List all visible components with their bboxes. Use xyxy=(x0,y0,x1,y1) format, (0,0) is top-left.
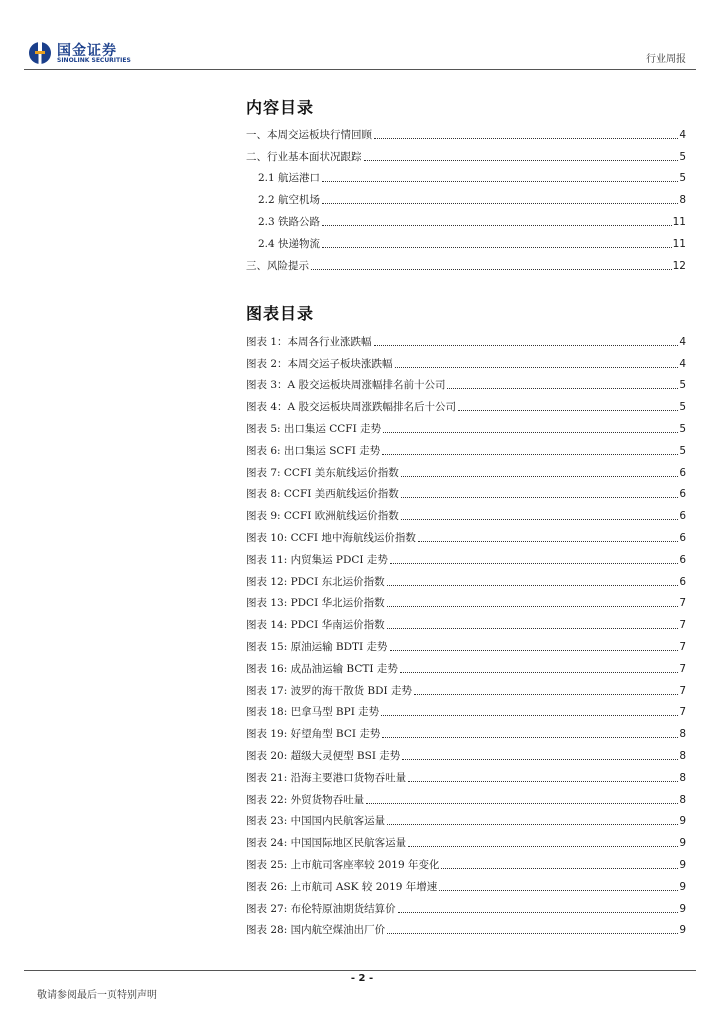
dot-leader xyxy=(387,585,679,586)
figure-entry-label: 图表 27: 布伦特原油期货结算价 xyxy=(246,902,396,915)
figure-entry-label: 图表 26: 上市航司 ASK 较 2019 年增速 xyxy=(246,880,438,893)
figure-entry-label: 图表 5: 出口集运 CCFI 走势 xyxy=(246,422,382,435)
figure-entry-page: 6 xyxy=(679,531,686,544)
contents-entry-page: 4 xyxy=(679,128,686,141)
figure-entry-label: 图表 7: CCFI 美东航线运价指数 xyxy=(246,466,399,479)
figure-entry-page: 6 xyxy=(679,575,686,588)
figure-entry-page: 6 xyxy=(679,488,686,501)
dot-leader xyxy=(364,160,679,161)
figure-entry[interactable] xyxy=(246,763,686,785)
figure-entry-label: 图表 2：本周交运子板块涨跌幅 xyxy=(246,357,393,370)
figure-entry[interactable] xyxy=(246,741,686,763)
figure-entry[interactable] xyxy=(246,676,686,698)
figure-entry-label: 图表 22: 外贸货物吞吐量 xyxy=(246,793,365,806)
figure-entry-label: 图表 12: PDCI 东北运价指数 xyxy=(246,575,385,588)
figure-entry-page: 9 xyxy=(679,837,686,850)
figure-entry[interactable] xyxy=(246,545,686,567)
figure-entry-page: 8 xyxy=(679,749,686,762)
figure-entry[interactable] xyxy=(246,327,686,349)
figure-entry-label: 图表 3：A 股交运板块周涨幅排名前十公司 xyxy=(246,379,446,392)
dot-leader xyxy=(458,410,678,411)
contents-entry-page: 11 xyxy=(672,237,686,250)
dot-leader xyxy=(390,563,678,564)
contents-entry[interactable] xyxy=(246,207,686,229)
footer-disclaimer: 敬请参阅最后一页特别声明 xyxy=(37,990,157,1001)
contents-entry-label: 2.1 航运港口 xyxy=(258,172,321,185)
figure-entry-page: 4 xyxy=(679,335,686,348)
contents-entry-page: 5 xyxy=(679,172,686,185)
figure-entry-page: 7 xyxy=(679,706,686,719)
figures-title: 图表目录 xyxy=(246,304,315,323)
dot-leader xyxy=(401,519,679,520)
contents-entry-label: 2.3 铁路公路 xyxy=(258,215,321,228)
figure-entry[interactable] xyxy=(246,589,686,611)
dot-leader xyxy=(408,781,678,782)
dot-leader xyxy=(390,650,679,651)
figure-entry-label: 图表 16: 成品油运输 BCTI 走势 xyxy=(246,662,398,675)
figure-entry[interactable] xyxy=(246,523,686,545)
contents-entry[interactable] xyxy=(246,229,686,251)
figure-entry-label: 图表 6: 出口集运 SCFI 走势 xyxy=(246,444,381,457)
figure-entry-page: 4 xyxy=(679,357,686,370)
figure-entry[interactable] xyxy=(246,719,686,741)
dot-leader xyxy=(387,933,678,934)
dot-leader xyxy=(400,672,678,673)
figure-entry-label: 图表 17: 波罗的海干散货 BDI 走势 xyxy=(246,684,413,697)
figure-entry-label: 图表 10: CCFI 地中海航线运价指数 xyxy=(246,531,416,544)
figure-entry[interactable] xyxy=(246,850,686,872)
contents-entry-page: 5 xyxy=(679,150,686,163)
dot-leader xyxy=(401,497,679,498)
contents-title: 内容目录 xyxy=(246,98,315,117)
contents-entry-label: 2.4 快递物流 xyxy=(258,237,321,250)
dot-leader xyxy=(401,476,679,477)
figure-entry[interactable] xyxy=(246,632,686,654)
figure-entry[interactable] xyxy=(246,567,686,589)
figure-entry[interactable] xyxy=(246,872,686,894)
figure-entry-label: 图表 24: 中国国际地区民航客运量 xyxy=(246,837,407,850)
header-divider xyxy=(24,69,696,70)
figure-entry[interactable] xyxy=(246,349,686,371)
dot-leader xyxy=(402,759,678,760)
dot-leader xyxy=(322,247,672,248)
figure-entry[interactable] xyxy=(246,654,686,676)
figure-entry-page: 7 xyxy=(679,640,686,653)
figure-entry-page: 9 xyxy=(679,880,686,893)
figure-entry-label: 图表 14: PDCI 华南运价指数 xyxy=(246,619,385,632)
dot-leader xyxy=(408,846,678,847)
dot-leader xyxy=(374,345,679,346)
dot-leader xyxy=(311,269,672,270)
dot-leader xyxy=(366,803,678,804)
figure-entry[interactable] xyxy=(246,807,686,829)
contents-entry[interactable] xyxy=(246,164,686,186)
dot-leader xyxy=(398,912,679,913)
contents-entry[interactable] xyxy=(246,185,686,207)
figure-entry-label: 图表 13: PDCI 华北运价指数 xyxy=(246,597,385,610)
figure-entry[interactable] xyxy=(246,894,686,916)
figure-entry-page: 7 xyxy=(679,684,686,697)
dot-leader xyxy=(322,225,672,226)
figure-entry-page: 8 xyxy=(679,771,686,784)
figure-entry-label: 图表 9: CCFI 欧洲航线运价指数 xyxy=(246,510,399,523)
figure-entry-label: 图表 21: 沿海主要港口货物吞吐量 xyxy=(246,771,407,784)
figure-entry-page: 5 xyxy=(679,379,686,392)
dot-leader xyxy=(381,715,678,716)
dot-leader xyxy=(395,367,679,368)
dot-leader xyxy=(383,432,678,433)
figures-list xyxy=(246,327,686,937)
contents-entry[interactable] xyxy=(246,120,686,142)
figure-entry-page: 7 xyxy=(679,619,686,632)
dot-leader xyxy=(418,541,678,542)
dot-leader xyxy=(439,890,678,891)
figure-entry-label: 图表 4：A 股交运板块周涨跌幅排名后十公司 xyxy=(246,401,456,414)
figure-entry[interactable] xyxy=(246,785,686,807)
contents-entry-page: 12 xyxy=(672,259,686,272)
contents-entry-label: 二、行业基本面状况跟踪 xyxy=(246,150,362,163)
dot-leader xyxy=(387,628,679,629)
figure-entry[interactable] xyxy=(246,828,686,850)
figure-entry-page: 9 xyxy=(679,902,686,915)
figure-entry-label: 图表 15: 原油运输 BDTI 走势 xyxy=(246,640,388,653)
contents-entry-page: 11 xyxy=(672,215,686,228)
sinolink-logo-icon xyxy=(28,41,52,65)
contents-entry-label: 三、风险提示 xyxy=(246,259,309,272)
dot-leader xyxy=(387,824,678,825)
contents-entry[interactable] xyxy=(246,142,686,164)
figure-entry[interactable] xyxy=(246,610,686,632)
figure-entry-label: 图表 28: 国内航空煤油出厂价 xyxy=(246,924,386,937)
logo-english-name: SINOLINK SECURITIES xyxy=(57,57,131,64)
figure-entry-page: 9 xyxy=(679,924,686,937)
report-type-label: 行业周报 xyxy=(646,54,686,65)
figure-entry[interactable] xyxy=(246,501,686,523)
figure-entry-page: 6 xyxy=(679,510,686,523)
figure-entry-page: 6 xyxy=(679,553,686,566)
figure-entry-page: 7 xyxy=(679,597,686,610)
contents-entry[interactable] xyxy=(246,251,686,273)
dot-leader xyxy=(322,181,678,182)
dot-leader xyxy=(414,694,678,695)
figure-entry-page: 7 xyxy=(679,662,686,675)
figure-entry-page: 8 xyxy=(679,793,686,806)
contents-entry-label: 一、本周交运板块行情回顾 xyxy=(246,128,372,141)
figure-entry[interactable] xyxy=(246,916,686,938)
figure-entry-label: 图表 20: 超级大灵便型 BSI 走势 xyxy=(246,749,401,762)
figure-entry-page: 5 xyxy=(679,444,686,457)
dot-leader xyxy=(441,868,678,869)
dot-leader xyxy=(382,737,678,738)
page-number: - 2 - xyxy=(350,973,374,984)
figure-entry-label: 图表 25: 上市航司客座率较 2019 年变化 xyxy=(246,858,440,871)
figure-entry-label: 图表 23: 中国国内民航客运量 xyxy=(246,815,386,828)
figure-entry-page: 9 xyxy=(679,858,686,871)
figure-entry-page: 8 xyxy=(679,728,686,741)
dot-leader xyxy=(322,203,678,204)
contents-list xyxy=(246,120,686,273)
figure-entry[interactable] xyxy=(246,698,686,720)
dot-leader xyxy=(382,454,678,455)
figure-entry[interactable] xyxy=(246,480,686,502)
figure-entry[interactable] xyxy=(246,392,686,414)
company-logo xyxy=(24,38,164,68)
figure-entry-page: 5 xyxy=(679,401,686,414)
contents-entry-label: 2.2 航空机场 xyxy=(258,194,321,207)
dot-leader xyxy=(387,606,679,607)
figure-entry-page: 6 xyxy=(679,466,686,479)
figure-entry-label: 图表 19: 好望角型 BCI 走势 xyxy=(246,728,381,741)
logo-chinese-name: 国金证券 xyxy=(57,43,117,59)
figure-entry-label: 图表 11: 内贸集运 PDCI 走势 xyxy=(246,553,388,566)
page-header xyxy=(24,38,696,68)
figure-entry[interactable] xyxy=(246,414,686,436)
dot-leader xyxy=(374,138,678,139)
figure-entry-page: 9 xyxy=(679,815,686,828)
figure-entry-label: 图表 8: CCFI 美西航线运价指数 xyxy=(246,488,399,501)
figure-entry-label: 图表 18: 巴拿马型 BPI 走势 xyxy=(246,706,380,719)
figure-entry[interactable] xyxy=(246,436,686,458)
contents-entry-page: 8 xyxy=(679,194,686,207)
figure-entry-label: 图表 1：本周各行业涨跌幅 xyxy=(246,335,372,348)
footer-divider xyxy=(24,970,696,971)
figure-entry[interactable] xyxy=(246,458,686,480)
figure-entry-page: 5 xyxy=(679,422,686,435)
dot-leader xyxy=(447,388,678,389)
figure-entry[interactable] xyxy=(246,371,686,393)
